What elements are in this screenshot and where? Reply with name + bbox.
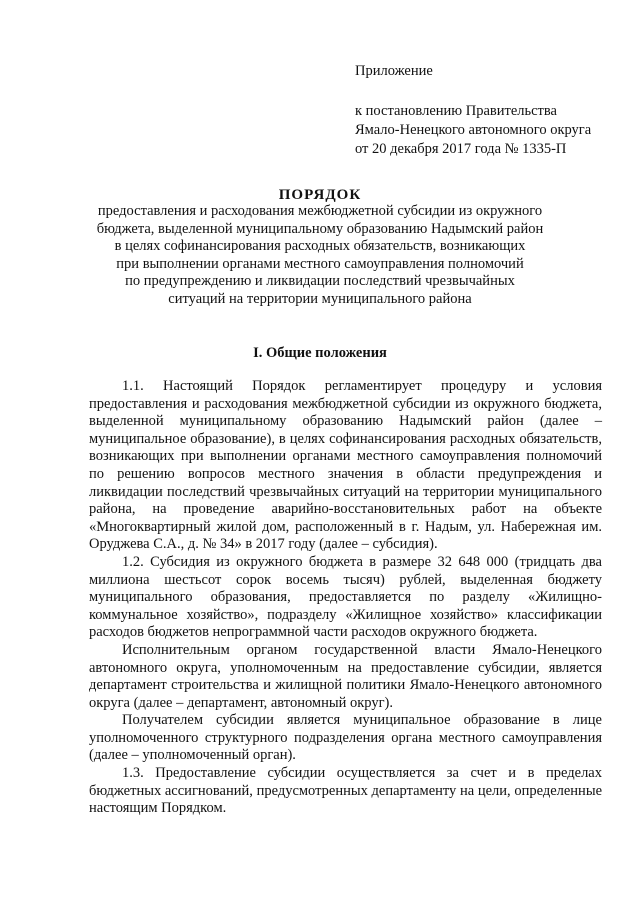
subtitle-line: предоставления и расходования межбюджетной субсидии из окружного	[97, 203, 543, 219]
appendix-label: Приложение	[355, 63, 433, 79]
paragraph-1-2: 1.2. Субсидия из окружного бюджета в размере 32 648 000 (тридцать два миллиона шестьсот сорок восемь тысяч) рублей, выделенная бюджету муниципального образования, предоставляется по разделу «Жилищно-коммунальное хозяйство», подразделу «Жилищное хозяйство» классификации расходов бюджетов непрограммной части расходов окружного бюджета.	[89, 553, 602, 641]
paragraph-executive-body: Исполнительным органом государственной власти Ямало-Ненецкого автономного округа, уполномоченным на предоставление субсидии, является департамент строительства и жилищной политики Ямало-Ненецкого автономного округа (далее – департамент, автономный округ).	[89, 641, 602, 711]
document-subtitle	[95, 203, 545, 309]
subtitle-line: при выполнении органами местного самоуправления полномочий	[116, 255, 524, 272]
document-body	[89, 378, 602, 818]
section-heading: I. Общие положения	[253, 345, 387, 361]
subtitle-line: в целях софинансирования расходных обязательств, возникающих	[114, 238, 526, 255]
subtitle-line: бюджета, выделенной муниципальному образованию Надымский район	[96, 220, 544, 237]
appendix-line-1: к постановлению Правительства	[355, 103, 557, 119]
appendix-block	[355, 62, 591, 159]
appendix-line-2: Ямало-Ненецкого автономного округа	[355, 122, 592, 138]
paragraph-recipient: Получателем субсидии является муниципальное образование в лице уполномоченного структурного подразделения органа местного самоуправления (далее – уполномоченный орган).	[89, 712, 602, 764]
subtitle-line: ситуаций на территории муниципального района	[168, 290, 472, 307]
subtitle-line: по предупреждению и ликвидации последствий чрезвычайных	[125, 273, 515, 290]
paragraph-1-3: 1.3. Предоставление субсидии осуществляется за счет и в пределах бюджетных ассигнований, предусмотренных департаменту на цели, определенные настоящим Порядком.	[89, 765, 602, 817]
appendix-line-3: от 20 декабря 2017 года № 1335-П	[355, 141, 567, 157]
paragraph-1-1: 1.1. Настоящий Порядок регламентирует процедуру и условия предоставления и расходования межбюджетной субсидии из окружного бюджета, выделенной муниципальному образованию Надымский район (далее – муниципальное образование), в целях софинансирования расходных обязательств, возникающих при выполнении органами местного самоуправления полномочий по решению вопросов местного значения в области предупреждения и ликвидации последствий чрезвычайных ситуаций на территории муниципального района, на проведение аварийно-восстановительных работ на объекте «Многоквартирный жилой дом, расположенный в г. Надым, ул. Набережная им. Оруджева С.А., д. № 34» в 2017 году (далее – субсидия).	[89, 378, 602, 553]
document-title: ПОРЯДОК	[278, 187, 362, 203]
